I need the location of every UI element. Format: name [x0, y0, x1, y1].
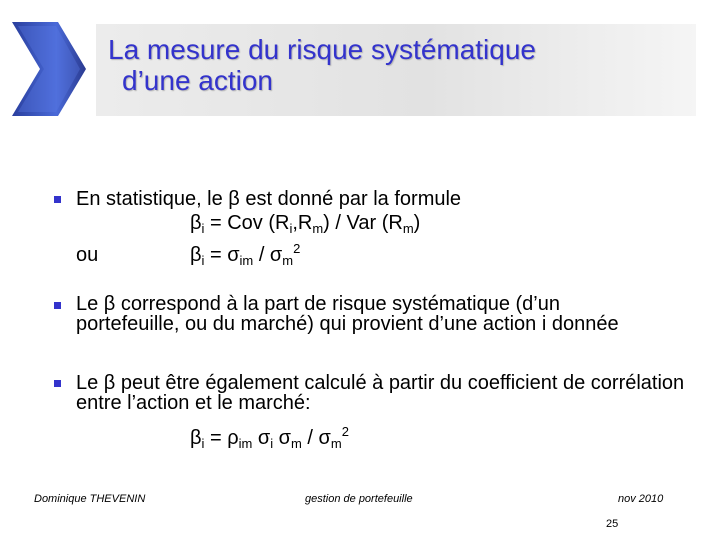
page-number: 25 [606, 518, 619, 530]
formula-part: = ρ [204, 427, 239, 449]
formula-part: β [190, 212, 202, 234]
formula-part: σ [273, 427, 291, 449]
formula-sub: m [312, 221, 324, 236]
formula-sup: 2 [341, 424, 349, 439]
formula-correlation [190, 424, 349, 451]
title-line-1: La mesure du risque systématique [108, 34, 536, 65]
formula-sub: i [270, 436, 274, 451]
footer-author: Dominique THEVENIN [34, 493, 146, 505]
footer-date: nov 2010 [618, 493, 664, 505]
formula-part: ) [413, 212, 421, 234]
formula-sub: im [238, 436, 253, 451]
formula-part: / σ [253, 244, 283, 266]
formula-sub: m [330, 436, 342, 451]
formula-sub: i [201, 253, 205, 268]
formula-sub: m [291, 436, 302, 451]
formula-part: β [190, 427, 202, 449]
bullet-3-text: Le β peut être également calculé à partir du coefficient de corrélation entre l’action et le marché: [76, 372, 685, 414]
formula-part: σ [252, 427, 271, 449]
bullet-1-text: En statistique, le β est donné par la formule [76, 188, 462, 210]
formula-sub: m [282, 253, 294, 268]
formula-sup: 2 [293, 241, 301, 256]
square-bullet-icon [54, 302, 61, 309]
formula-sub: i [201, 221, 205, 236]
chevron-arrow-icon [12, 22, 86, 116]
formula-part: ) / Var (R [323, 212, 403, 234]
formula-part: = σ [204, 244, 240, 266]
formula-cov-var [190, 212, 420, 234]
bullet-2-text: Le β correspond à la part de risque systématique (d’un portefeuille, ou du marché) qui provient d’une action i donnée [76, 293, 619, 335]
square-bullet-icon [54, 196, 61, 203]
formula-sub: i [201, 436, 205, 451]
slide-title [108, 34, 688, 96]
formula-sub: i [289, 221, 293, 236]
formula-part: / σ [301, 427, 331, 449]
formula-sub: m [402, 221, 414, 236]
square-bullet-icon [54, 380, 61, 387]
footer-course: gestion de portefeuille [305, 493, 413, 505]
ou-label: ou [76, 244, 99, 266]
formula-part: = Cov (R [204, 212, 290, 234]
formula-sub: im [239, 253, 254, 268]
title-line-2: d’une action [122, 65, 274, 96]
formula-sigma [190, 241, 301, 268]
formula-part: ,R [292, 212, 313, 234]
formula-part: β [190, 244, 202, 266]
